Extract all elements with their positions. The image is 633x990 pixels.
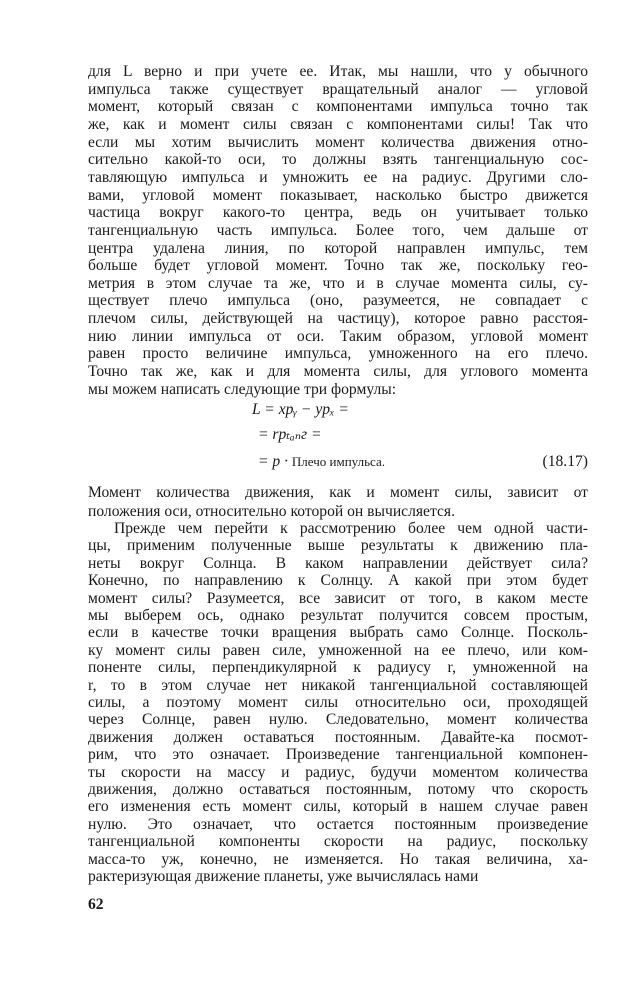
text-line: ществует плечо импульса (оно, разумеется, не совпадает с xyxy=(88,292,588,310)
text-line: нулю. Это означает, что остается постоянным произведение xyxy=(88,815,588,833)
text-line: Конечно, по направлению к Солнцу. А какой при этом будет xyxy=(88,572,588,590)
text-line: его изменения есть момент силы, который в нашем случае равен xyxy=(88,798,588,816)
text-line: нию линии импульса от оси. Таким образом, угловой момент xyxy=(88,327,588,345)
text-line: момент силы? Разумеется, все зависит от того, в каком месте xyxy=(88,589,588,607)
text-line: Точно так же, как и для момента силы, для углового момента xyxy=(88,363,588,381)
text-line: ты скорости на массу и радиус, будучи моментом количества xyxy=(88,763,588,781)
formula-line-2: = rpₜₐₙг = xyxy=(258,426,322,443)
text-line: плечом силы, действующей на частицу), которое равно расстоя- xyxy=(88,310,588,328)
text-line: момент, который связан с компонентами импульса точно так xyxy=(88,98,588,116)
text-line: ку момент силы равен силе, умноженной на ее плечо, или ком- xyxy=(88,641,588,659)
formula-line-3-math: = p · xyxy=(258,453,289,470)
text-line: r, то в этом случае нет никакой тангенциальной составляющей xyxy=(88,676,588,694)
text-line: тангенциальной компоненты скорости на радиус, поскольку xyxy=(88,833,588,851)
text-line: вами, угловой момент показывает, насколько быстро движется xyxy=(88,186,588,204)
formula-line-3 xyxy=(258,452,385,472)
text-line: движения должен оставаться постоянным. Давайте-ка посмот- xyxy=(88,728,588,746)
text-line: же, как и момент силы связан с компонентами силы! Так что xyxy=(88,115,588,133)
text-line: больше будет угловой момент. Точно так же, поскольку гео- xyxy=(88,257,588,275)
text-line: рактеризующая движение планеты, уже вычислялась нами xyxy=(88,868,479,885)
text-line: частица вокруг какого-то центра, ведь он учитывает только xyxy=(88,204,588,222)
text-line: мы выберем ось, однако результат получится совсем простым, xyxy=(88,607,588,624)
text-line: если в качестве точки вращения выбрать само Солнце. Посколь- xyxy=(88,624,588,642)
text-line: Прежде чем перейти к рассмотрению более чем одной части- xyxy=(114,520,588,537)
formula-line-3-text: Плечо импульса. xyxy=(291,454,385,469)
text-line: импульса также существует вращательный аналог — угловой xyxy=(88,80,588,98)
text-line: через Солнце, равен нулю. Следовательно, момент количества xyxy=(88,711,588,729)
text-line: центра удалена линия, по которой направлен импульс, тем xyxy=(88,239,588,257)
text-line: поненте силы, перпендикулярной к радиусу r, умноженной на xyxy=(88,659,588,677)
text-line: положения оси, относительно которой он вычисляется. xyxy=(88,503,455,520)
equation-number: (18.17) xyxy=(542,453,588,470)
text-line: метрия в этом случае та же, что и в случае момента силы, су- xyxy=(88,274,588,292)
text-line: тавляющую импульса и умножить ее на радиус. Другими сло- xyxy=(88,168,588,186)
formula-line-1: L = xpᵧ − ypₓ = xyxy=(252,401,349,418)
text-line: мы можем написать следующие три формулы: xyxy=(88,380,397,398)
page-number: 62 xyxy=(88,896,104,913)
text-line: для L верно и при учете ее. Итак, мы нашли, что у обычного xyxy=(88,63,588,80)
text-line: Момент количества движения, как и момент силы, зависит от xyxy=(88,484,588,501)
text-line: рим, что это означает. Произведение тангенциальной компонен- xyxy=(88,746,588,764)
text-line: сительно какой-то оси, то должны взять тангенциальную сос- xyxy=(88,151,588,169)
text-line: равен просто величине импульса, умноженного на его плечо. xyxy=(88,345,588,363)
text-line: тангенциальную часть импульса. Более того, чем дальше от xyxy=(88,221,588,239)
text-line: масса-то уж, конечно, не изменяется. Но такая величина, ха- xyxy=(88,850,588,868)
text-line: неты вокруг Солнца. В каком направлении действует сила? xyxy=(88,554,588,572)
text-line: цы, применим полученные выше результаты к движению пла- xyxy=(88,537,588,555)
text-line: движения, должно оставаться постоянным, потому что скорость xyxy=(88,781,588,798)
text-line: силы, а поэтому момент силы относительно оси, проходящей xyxy=(88,694,588,711)
text-line: если мы хотим вычислить момент количества движения отно- xyxy=(88,133,588,151)
